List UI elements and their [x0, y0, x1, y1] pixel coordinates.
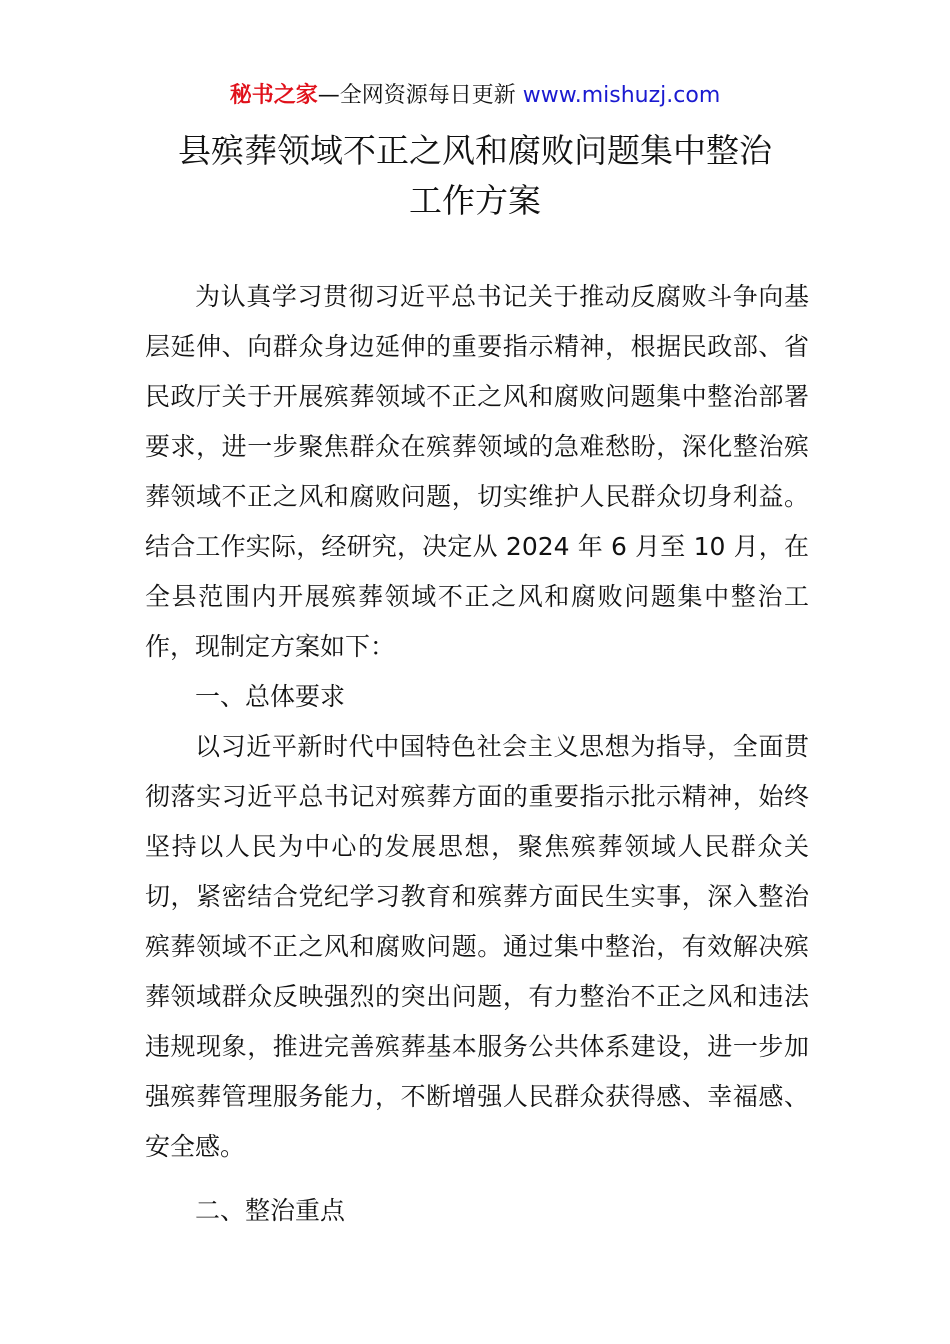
site-url-link[interactable]: www.mishuzj.com: [522, 83, 721, 108]
site-header: [0, 80, 950, 112]
intro-paragraph: 为认真学习贯彻习近平总书记关于推动反腐败斗争向基层延伸、向群众身边延伸的重要指示精神，根据民政部、省民政厅关于开展殡葬领域不正之风和腐败问题集中整治部署要求，进一步聚焦群众在殡葬领域的急难愁盼，深化整治殡葬领域不正之风和腐败问题，切实维护人民群众切身利益。结合工作实际，经研究，决定从 2024 年 6 月至 10 月，在全县范围内开展殡葬领域不正之风和腐败问题集中整治工作，现制定方案如下：: [145, 282, 809, 661]
section-heading-rectification-focus: 二、整治重点: [195, 1196, 346, 1225]
document-body: [145, 272, 809, 1236]
brand-name: 秘书之家: [229, 83, 318, 108]
document-title: [0, 126, 950, 226]
section-heading-general-requirements: 一、总体要求: [195, 682, 346, 711]
header-tagline: —全网资源每日更新: [317, 83, 523, 108]
general-requirements-paragraph: 以习近平新时代中国特色社会主义思想为指导，全面贯彻落实习近平总书记对殡葬方面的重要指示批示精神，始终坚持以人民为中心的发展思想，聚焦殡葬领域人民群众关切，紧密结合党纪学习教育和殡葬方面民生实事，深入整治殡葬领域不正之风和腐败问题。通过集中整治，有效解决殡葬领域群众反映强烈的突出问题，有力整治不正之风和违法违规现象，推进完善殡葬基本服务公共体系建设，进一步加强殡葬管理服务能力，不断增强人民群众获得感、幸福感、安全感。: [145, 732, 809, 1161]
document-title-line-1: 县殡葬领域不正之风和腐败问题集中整治: [178, 131, 772, 170]
document-title-line-2: 工作方案: [409, 181, 541, 220]
